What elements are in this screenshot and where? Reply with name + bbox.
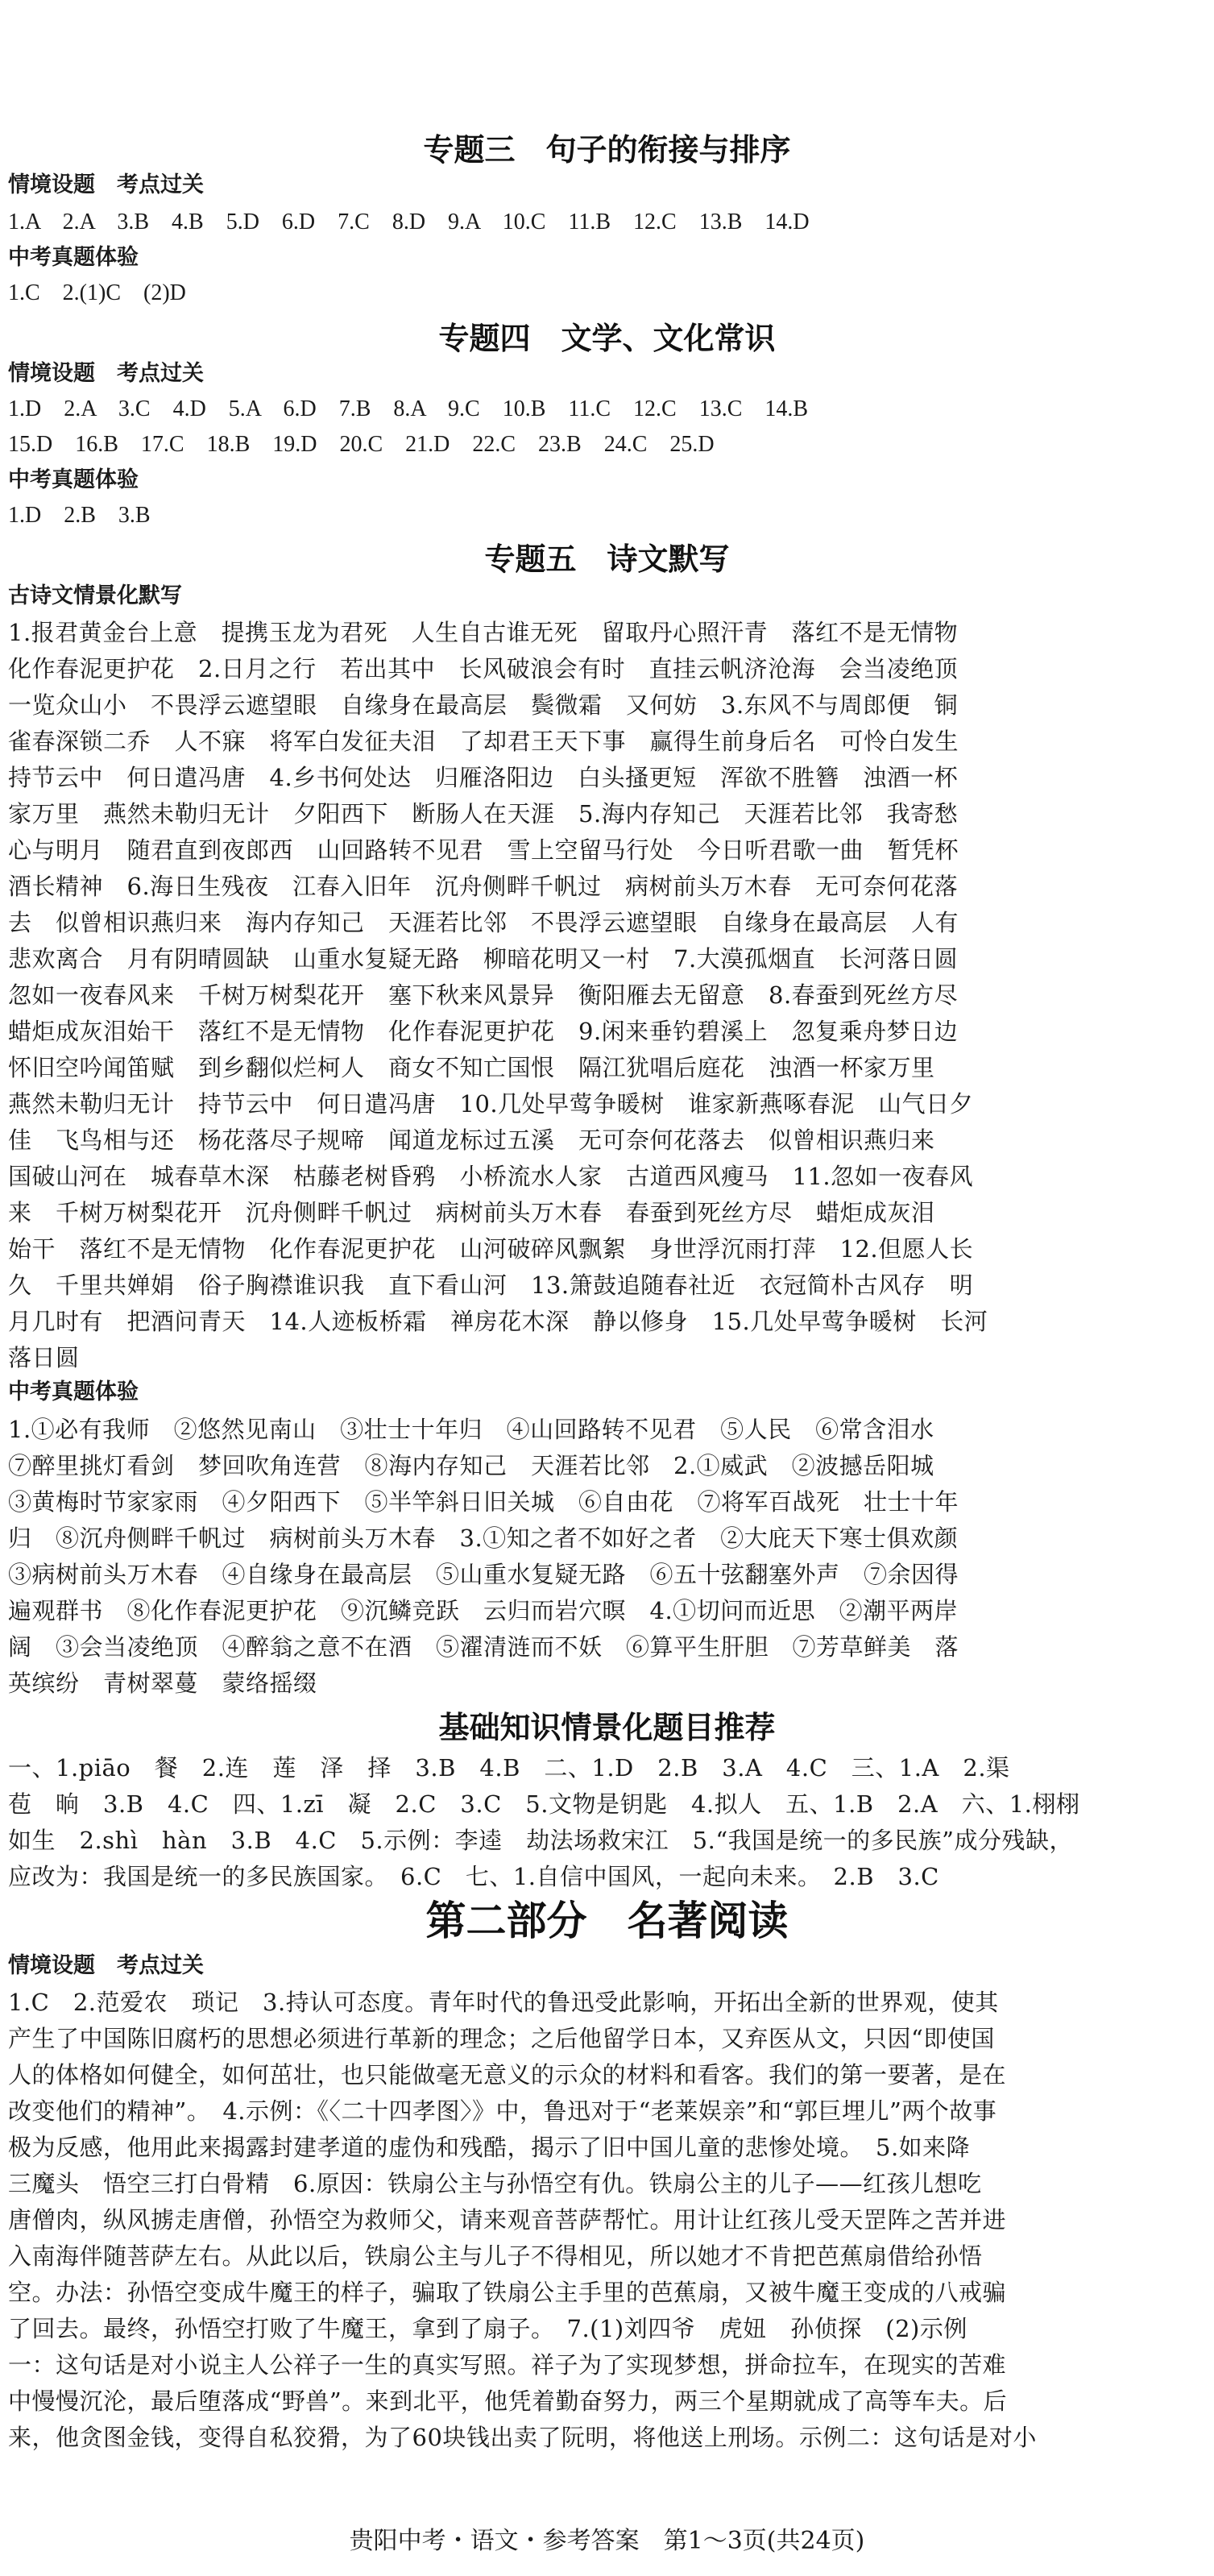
section-3-exam-answers: 1.C 2.(1)C (2)D [8,280,186,305]
section-3-sub-1: 情境设题 考点过关 [8,172,204,197]
text-line: 蜡炬成灰泪始干 落红不是无情物 化作春泥更护花 9.闲来垂钓碧溪上 忽复乘舟梦日边 [8,1018,959,1045]
text-line: 了回去。最终，孙悟空打败了牛魔王，拿到了扇子。 7.(1)刘四爷 虎妞 孙侦探 (2)示例 [8,2315,967,2342]
text-line: 唐僧肉，纵风掳走唐僧，孙悟空为救师父，请来观音菩萨帮忙。用计让红孩儿受天罡阵之苦并进 [8,2206,1007,2234]
section-3-sub-2: 中考真题体验 [8,245,139,270]
text-line: 1.报君黄金台上意 提携玉龙为君死 人生自古谁无死 留取丹心照汗青 落红不是无情物 [8,619,959,646]
text-line: 遍观群书 ⑧化作春泥更护花 ⑨沉鳞竞跃 云归而岩穴暝 4.①切问而近思 ②潮平两岸 [8,1597,959,1624]
text-line: 家万里 燕然未勒归无计 夕阳西下 断肠人在天涯 5.海内存知己 天涯若比邻 我寄愁 [8,800,959,828]
text-line: 中慢慢沉沦，最后堕落成“野兽”。来到北平，他凭着勤奋努力，两三个星期就成了高等车夫。后 [8,2387,1008,2415]
text-line: 归 ⑧沉舟侧畔千帆过 病树前头万木春 3.①知之者不如好之者 ②大庇天下寒士俱欢颜 [8,1524,959,1552]
text-line: 空。办法：孙悟空变成牛魔王的样子，骗取了铁扇公主手里的芭蕉扇，又被牛魔王变成的八戒骗 [8,2279,1007,2306]
text-line: 雀春深锁二乔 人不寐 将军白发征夫泪 了却君王天下事 赢得生前身后名 可怜白发生 [8,728,959,755]
text-line: 持节云中 何日遣冯唐 4.乡书何处达 归雁洛阳边 白头搔更短 浑欲不胜簪 浊酒一杯 [8,764,959,791]
section-4-title: 专题四 文学、文化常识 [438,321,776,356]
text-line: 久 千里共婵娟 俗子胸襟谁识我 直下看山河 13.箫鼓追随春社近 衣冠简朴古风存 明 [8,1271,974,1299]
text-line: 阔 ③会当凌绝顶 ④醉翁之意不在酒 ⑤濯清涟而不妖 ⑥算平生肝胆 ⑦芳草鲜美 落 [8,1633,959,1661]
text-line: 心与明月 随君直到夜郎西 山回路转不见君 雪上空留马行处 今日听君歌一曲 暂凭杯 [8,836,959,864]
text-line: ⑦醉里挑灯看剑 梦回吹角连营 ⑧海内存知己 天涯若比邻 2.①威武 ②波撼岳阳城 [8,1452,934,1479]
text-line: 燕然未勒归无计 持节云中 何日遣冯唐 10.几处早莺争暖树 谁家新燕啄春泥 山气日夕 [8,1090,974,1118]
text-line: ③黄梅时节家家雨 ④夕阳西下 ⑤半竿斜日旧关城 ⑥自由花 ⑦将军百战死 壮士十年 [8,1488,959,1516]
text-line: 化作春泥更护花 2.日月之行 若出其中 长风破浪会有时 直挂云帆济沧海 会当凌绝顶 [8,655,959,682]
text-line: 一：这句话是对小说主人公祥子一生的真实写照。祥子为了实现梦想，拼命拉车，在现实的苦难 [8,2351,1007,2379]
part-2-sub-1: 情境设题 考点过关 [8,1953,204,1978]
text-line: 落日圆 [8,1344,80,1371]
text-line: 1.C 2.范爱农 琐记 3.持认可态度。青年时代的鲁迅受此影响，开拓出全新的世界观，使其 [8,1989,999,2016]
basic-knowledge-title: 基础知识情景化题目推荐 [438,1710,776,1745]
section-4-sub-1: 情境设题 考点过关 [8,361,204,386]
text-line: 人的体格如何健全，如何茁壮，也只能做毫无意义的示众的材料和看客。我们的第一要著，是在 [8,2061,1007,2089]
text-line: 三魔头 悟空三打白骨精 6.原因：铁扇公主与孙悟空有仇。铁扇公主的儿子——红孩儿想吃 [8,2170,982,2197]
text-line: 改变他们的精神”。 4.示例：《〈二十四孝图〉》中，鲁迅对于“老莱娱亲”和“郭巨埋儿”两个故事 [8,2097,997,2125]
section-3-title: 专题三 句子的衔接与排序 [423,132,791,168]
text-line: 悲欢离合 月有阴晴圆缺 山重水复疑无路 柳暗花明又一村 7.大漠孤烟直 长河落日圆 [8,945,959,973]
text-line: 英缤纷 青树翠蔓 蒙络摇缀 [8,1670,317,1697]
text-line: 一览众山小 不畏浮云遮望眼 自缘身在最高层 鬓微霜 又何妨 3.东风不与周郎便 铜 [8,691,959,719]
section-4-sub-2: 中考真题体验 [8,467,139,492]
section-5-sub-1: 古诗文情景化默写 [8,583,182,608]
text-line: 应改为：我国是统一的多民族国家。 6.C 七、1.自信中国风，一起向未来。 2.B 3.C [8,1863,939,1890]
text-line: 如生 2.shì hàn 3.B 4.C 5.示例：李逵 劫法场救宋江 5.“我国是统一的多民族”成分残缺， [8,1827,1073,1854]
part-2-title: 第二部分 名著阅读 [425,1898,789,1944]
text-line: 极为反感，他用此来揭露封建孝道的虚伪和残酷，揭示了旧中国儿童的悲惨处境。 5.如来降 [8,2134,971,2161]
text-line: 国破山河在 城春草木深 枯藤老树昏鸦 小桥流水人家 古道西风瘦马 11.忽如一夜春风 [8,1163,974,1190]
text-line: 入南海伴随菩萨左右。从此以后，铁扇公主与儿子不得相见，所以她才不肯把芭蕉扇借给孙悟 [8,2242,983,2270]
section-4-answers-1: 1.D 2.A 3.C 4.D 5.A 6.D 7.B 8.A 9.C 10.B 11.C 12.C 13.C 14.B [8,396,809,421]
section-4-exam-answers: 1.D 2.B 3.B [8,503,151,528]
text-line: 产生了中国陈旧腐朽的思想必须进行革新的理念；之后他留学日本，又弃医从文，只因“即使国 [8,2025,995,2052]
page-footer: 贵阳中考・语文・参考答案 第1～3页(共24页) [349,2527,865,2555]
text-line: 月几时有 把酒问青天 14.人迹板桥霜 禅房花木深 静以修身 15.几处早莺争暖树 长河 [8,1308,988,1335]
text-line: 一、1.piāo 餐 2.连 莲 泽 择 3.B 4.B 二、1.D 2.B 3.A 4.C 三、1.A 2.渠 [8,1754,1010,1782]
text-line: 怀旧空吟闻笛赋 到乡翻似烂柯人 商女不知亡国恨 隔江犹唱后庭花 浊酒一杯家万里 [8,1054,935,1081]
section-4-answers-2: 15.D 16.B 17.C 18.B 19.D 20.C 21.D 22.C 23.B 24.C 25.D [8,432,715,457]
text-line: 来，他贪图金钱，变得自私狡猾，为了60块钱出卖了阮明，将他送上刑场。示例二：这句话是对小 [8,2424,1037,2451]
text-line: 酒长精神 6.海日生残夜 江春入旧年 沉舟侧畔千帆过 病树前头万木春 无可奈何花落 [8,873,959,900]
text-line: 始干 落红不是无情物 化作春泥更护花 山河破碎风飘絮 身世浮沉雨打萍 12.但愿人长 [8,1235,974,1263]
text-line: ③病树前头万木春 ④自缘身在最高层 ⑤山重水复疑无路 ⑥五十弦翻塞外声 ⑦余因得 [8,1561,959,1588]
text-line: 苞 晌 3.B 4.C 四、1.zī 凝 2.C 3.C 5.文物是钥匙 4.拟人 五、1.B 2.A 六、1.栩栩 [8,1790,1080,1818]
section-3-answers: 1.A 2.A 3.B 4.B 5.D 6.D 7.C 8.D 9.A 10.C 11.B 12.C 13.B 14.D [8,209,810,234]
text-line: 去 似曾相识燕归来 海内存知己 天涯若比邻 不畏浮云遮望眼 自缘身在最高层 人有 [8,909,959,936]
text-line: 来 千树万树梨花开 沉舟侧畔千帆过 病树前头万木春 春蚕到死丝方尽 蜡炬成灰泪 [8,1199,935,1226]
text-line: 忽如一夜春风来 千树万树梨花开 塞下秋来风景异 衡阳雁去无留意 8.春蚕到死丝方尽 [8,981,959,1009]
text-line: 佳 飞鸟相与还 杨花落尽子规啼 闻道龙标过五溪 无可奈何花落去 似曾相识燕归来 [8,1126,935,1154]
section-5-title: 专题五 诗文默写 [484,541,730,577]
section-5-sub-2: 中考真题体验 [8,1379,139,1404]
text-line: 1.①必有我师 ②悠然见南山 ③壮士十年归 ④山回路转不见君 ⑤人民 ⑥常含泪水 [8,1416,934,1443]
